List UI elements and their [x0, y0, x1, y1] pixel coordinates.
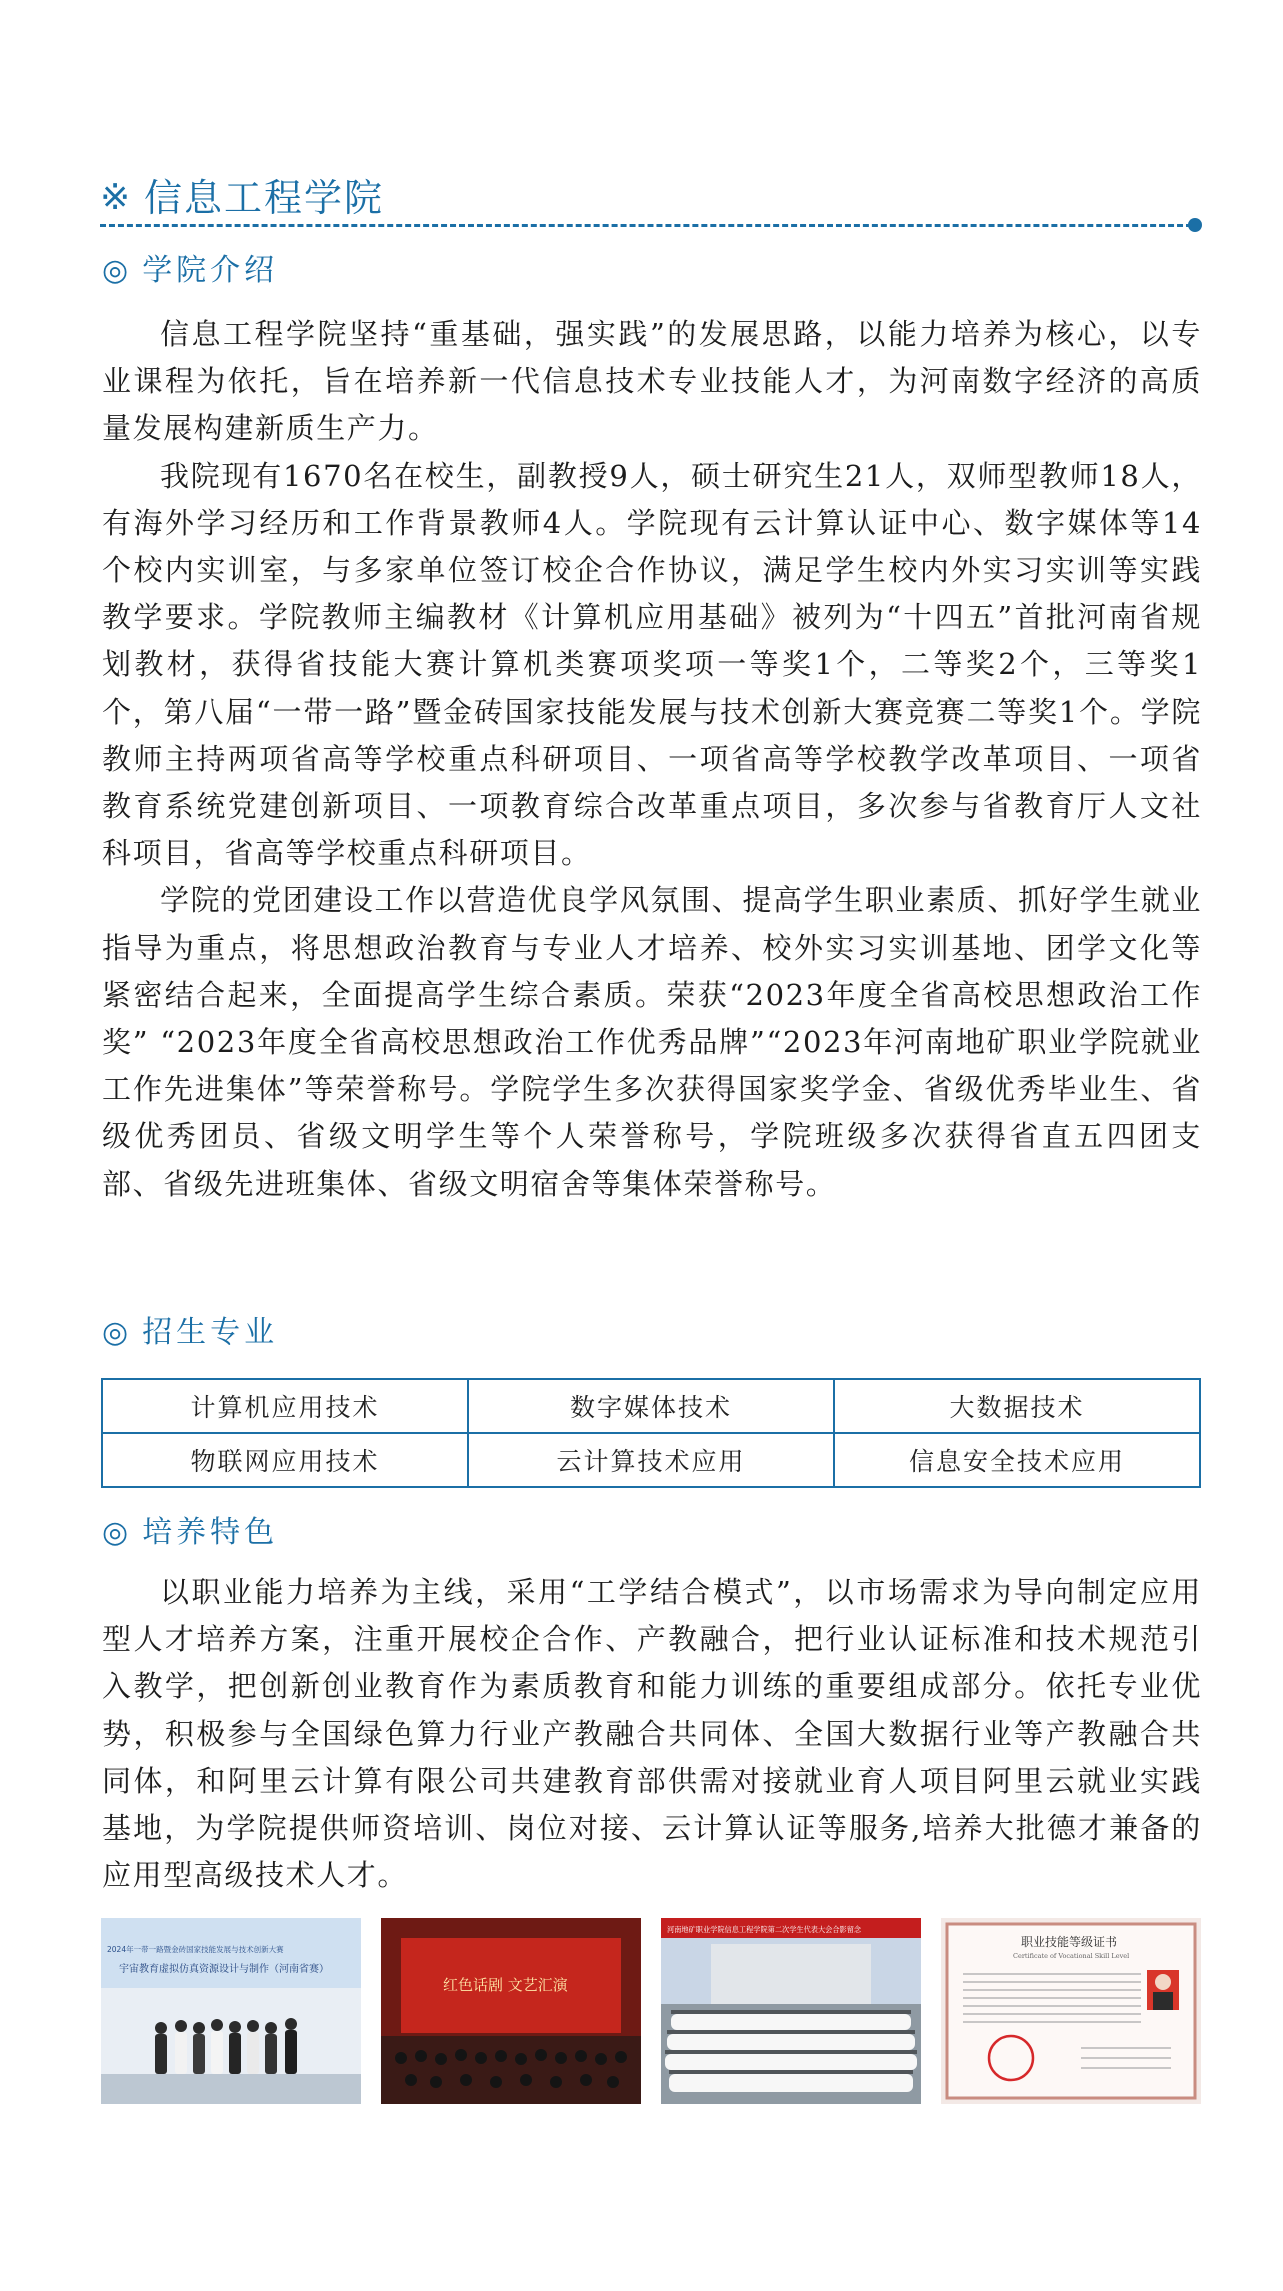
photo-banner-line-2: 宇宙教育虚拟仿真资源设计与制作（河南省赛） — [119, 1964, 329, 1975]
photo-banner-text: 红色话剧 文艺汇演 — [443, 1976, 568, 1994]
intro-paragraph-3: 学院的党团建设工作以营造优良学风氛围、提高学生职业素质、抓好学生就业指导为重点，将思想政治教育与专业人才培养、校外实习实训基地、团学文化等紧密结合起来，全面提高学生综合素质。荣获“2023年度全省高校思想政治工作奖” “2023年度全省高校思想政治工作优秀品牌”“2023年河南地矿职业学院就业工作先进集体”等荣誉称号。学院学生多次获得国家奖学金、省级优秀毕业生、省级优秀团员、省级文明学生等个人荣誉称号，学院班级多次获得省直五四团支部、省级先进班集体、省级文明宿舍等集体荣誉称号。 — [102, 883, 1202, 1201]
table-cell: 物联网应用技术 — [102, 1433, 468, 1487]
circle-bullet-icon: ◎ — [102, 1515, 133, 1550]
reference-mark-icon: ※ — [100, 177, 131, 218]
photo-certificate — [941, 1918, 1201, 2104]
table-cell: 大数据技术 — [834, 1379, 1200, 1433]
section-title: 学院介绍 — [142, 253, 279, 288]
photo-competition — [101, 1918, 361, 2104]
section-heading-intro — [102, 251, 278, 291]
section-title: 培养特色 — [142, 1515, 279, 1550]
photo-performance — [381, 1918, 641, 2104]
intro-paragraph-1: 信息工程学院坚持“重基础，强实践”的发展思路，以能力培养为核心，以专业课程为依托，旨在培养新一代信息技术专业技能人才，为河南数字经济的高质量发展构建新质生产力。 — [102, 317, 1202, 446]
header-divider-dot — [1188, 218, 1202, 232]
page-header — [100, 172, 1200, 232]
photo-group — [661, 1918, 921, 2104]
circle-bullet-icon: ◎ — [102, 253, 133, 288]
features-paragraph-1: 以职业能力培养为主线，采用“工学结合模式”，以市场需求为导向制定应用型人才培养方案，注重开展校企合作、产教融合，把行业认证标准和技术规范引入教学，把创新创业教育作为素质教育和能力训练的重要组成部分。依托专业优势，积极参与全国绿色算力行业产教融合共同体、全国大数据行业等产教融合共同体，和阿里云计算有限公司共建教育部供需对接就业育人项目阿里云就业实践基地，为学院提供师资培训、岗位对接、云计算认证等服务,培养大批德才兼备的应用型高级技术人才。 — [102, 1575, 1202, 1893]
intro-paragraph-2: 我院现有1670名在校生，副教授9人，硕士研究生21人，双师型教师18人，有海外学习经历和工作背景教师4人。学院现有云计算认证中心、数字媒体等14个校内实训室，与多家单位签订校企合作协议，满足学生校内外实习实训等实践教学要求。学院教师主编教材《计算机应用基础》被列为“十四五”首批河南省规划教材，获得省技能大赛计算机类赛项奖项一等奖1个，二等奖2个，三等奖1个，第八届“一带一路”暨金砖国家技能发展与技术创新大赛竞赛二等奖1个。学院教师主持两项省高等学校重点科研项目、一项省高等学校教学改革项目、一项省教育系统党建创新项目、一项教育综合改革重点项目，多次参与省教育厅人文社科项目，省高等学校重点科研项目。 — [102, 458, 1202, 871]
header-divider — [100, 224, 1192, 227]
table-cell: 信息安全技术应用 — [834, 1433, 1200, 1487]
majors-table — [101, 1378, 1201, 1488]
photo-banner-line-1: 2024年一带一路暨金砖国家技能发展与技术创新大赛 — [107, 1945, 284, 1954]
features-body — [102, 1569, 1202, 1899]
table-cell: 云计算技术应用 — [468, 1433, 834, 1487]
photo-banner-text: 河南地矿职业学院信息工程学院第二次学生代表大会合影留念 — [667, 1925, 862, 1934]
table-row — [102, 1379, 1200, 1433]
section-heading-features — [102, 1513, 278, 1553]
table-row — [102, 1433, 1200, 1487]
table-cell: 数字媒体技术 — [468, 1379, 834, 1433]
certificate-title: 职业技能等级证书 — [1021, 1935, 1118, 1949]
photo-strip — [101, 1918, 1201, 2104]
certificate-subtitle: Certificate of Vocational Skill Level — [1013, 1952, 1130, 1960]
section-title: 招生专业 — [142, 1315, 279, 1350]
page-title: 信息工程学院 — [144, 176, 385, 220]
section-heading-majors — [102, 1313, 278, 1353]
table-cell: 计算机应用技术 — [102, 1379, 468, 1433]
intro-body — [102, 311, 1202, 1208]
circle-bullet-icon: ◎ — [102, 1315, 133, 1350]
